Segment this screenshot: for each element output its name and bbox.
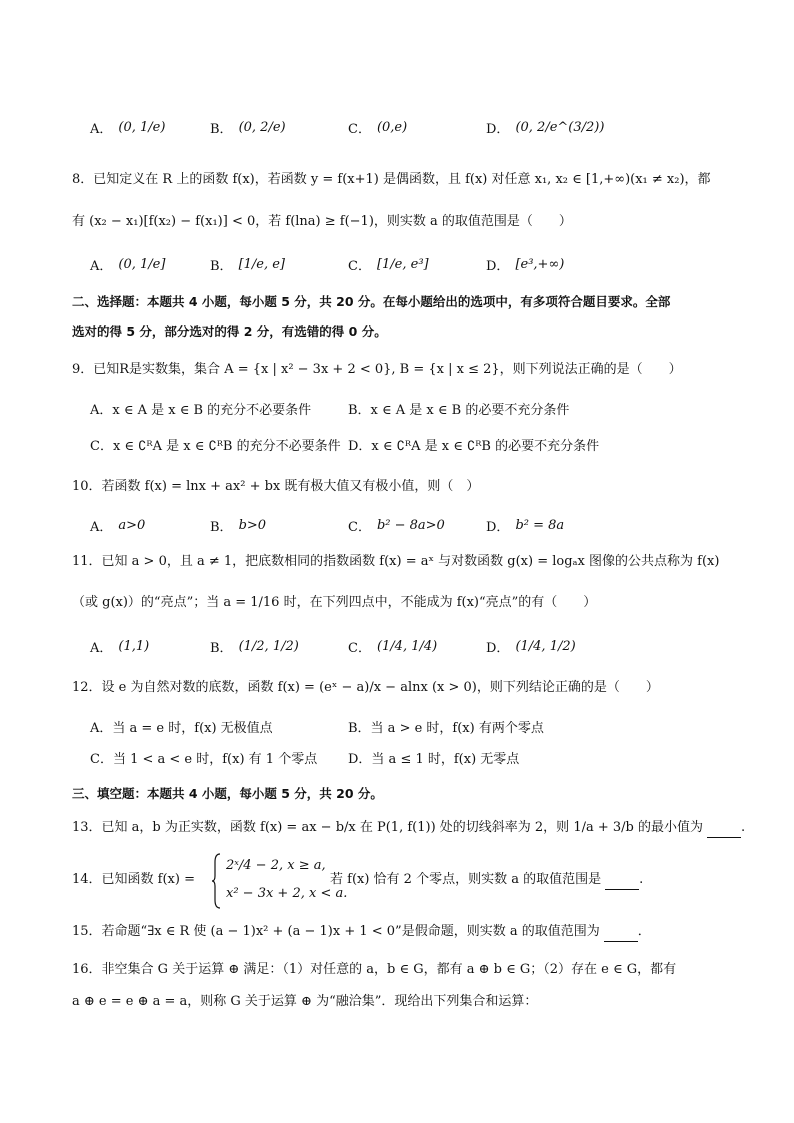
q8-line-1: 8．已知定义在 R 上的函数 f(x)，若函数 y = f(x+1) 是偶函数，且 f(x) 对任意 x₁, x₂ ∈ [1,+∞)(x₁ ≠ x₂)，都 — [72, 172, 711, 187]
q14-case-2: x² − 3x + 2, x < a. — [226, 886, 348, 901]
q13: 13．已知 a，b 为正实数，函数 f(x) = ax − b/x 在 P(1, f(1)) 处的切线斜率为 2，则 1/a + 3/b 的最小值为 . — [72, 818, 732, 840]
q11-option-d[interactable]: D． (1/4, 1/2) — [486, 638, 576, 656]
q14-case-1: 2ˣ/4 − 2, x ≥ a, — [226, 858, 326, 873]
q12-option-d[interactable]: D．当 a ≤ 1 时，f(x) 无零点 — [348, 751, 520, 767]
q14-brace — [212, 852, 222, 910]
q8-options — [90, 240, 730, 288]
q12-options-row2 — [90, 746, 730, 768]
q10-stem: 10．若函数 f(x) = lnx + ax² + bx 既有极大值又有极小值，则（ ） — [72, 479, 480, 494]
q11-option-c[interactable]: C． (1/4, 1/4) — [348, 638, 438, 656]
q10-option-c[interactable]: C． b² − 8a>0 — [348, 517, 445, 535]
q11-options — [90, 622, 730, 670]
q7-options — [90, 103, 730, 151]
q15-text: 15．若命题“∃x ∈ R 使 (a − 1)x² + (a − 1)x + 1 < 0”是假命题，则实数 a 的取值范围为 — [72, 924, 600, 939]
q14-answer-blank[interactable] — [605, 875, 639, 890]
q13-text: 13．已知 a，b 为正实数，函数 f(x) = ax − b/x 在 P(1, f(1)) 处的切线斜率为 2，则 1/a + 3/b 的最小值为 — [72, 820, 703, 835]
section2-heading-1: 二、选择题：本题共 4 小题，每小题 5 分，共 20 分。在每小题给出的选项中，有多项符合题目要求。全部 — [72, 294, 671, 309]
q9-options-row2 — [90, 433, 730, 455]
q11-line-2: （或 g(x)）的“亮点”；当 a = 1/16 时，在下列四点中，不能成为 f(x)“亮点”的有（ ） — [72, 595, 597, 610]
q15: 15．若命题“∃x ∈ R 使 (a − 1)x² + (a − 1)x + 1 < 0”是假命题，则实数 a 的取值范围为 ． — [72, 922, 732, 944]
q12-option-a[interactable]: A．当 a = e 时，f(x) 无极值点 — [90, 720, 273, 736]
q7-option-b[interactable]: B． (0, 2/e) — [210, 119, 286, 137]
q11-option-b[interactable]: B． (1/2, 1/2) — [210, 638, 299, 656]
q10-options — [90, 514, 730, 536]
q8-line-2: 有 (x₂ − x₁)[f(x₂) − f(x₁)] < 0，若 f(lna) ≥ f(−1)，则实数 a 的取值范围是（ ） — [72, 214, 572, 229]
q9-option-b[interactable]: B．x ∈ A 是 x ∈ B 的必要不充分条件 — [348, 402, 570, 418]
q8-option-c[interactable]: C． [1/e, e³] — [348, 256, 429, 274]
q9-option-c[interactable]: C．x ∈ ∁ᴿA 是 x ∈ ∁ᴿB 的充分不必要条件 — [90, 438, 341, 454]
q12-option-c[interactable]: C．当 1 < a < e 时，f(x) 有 1 个零点 — [90, 751, 318, 767]
q10-option-a[interactable]: A． a>0 — [90, 517, 146, 535]
q14-piecewise — [212, 852, 348, 912]
q9-stem: 9．已知R是实数集，集合 A = {x | x² − 3x + 2 < 0}, B = {x | x ≤ 2}，则下列说法正确的是（ ） — [72, 362, 682, 377]
q8-option-d[interactable]: D． [e³,+∞) — [486, 256, 565, 274]
q9-options-row1 — [90, 397, 730, 419]
q14-suffix: 若 f(x) 恰有 2 个零点，则实数 a 的取值范围是 — [330, 872, 602, 887]
q15-answer-blank[interactable] — [604, 927, 638, 942]
q9-option-a[interactable]: A．x ∈ A 是 x ∈ B 的充分不必要条件 — [90, 402, 312, 418]
q8-option-a[interactable]: A． (0, 1/e] — [90, 256, 166, 274]
q10-option-d[interactable]: D． b² = 8a — [486, 517, 565, 535]
q14-tail: 若 f(x) 恰有 2 个零点，则实数 a 的取值范围是 . — [330, 870, 730, 892]
q9-option-d[interactable]: D．x ∈ ∁ᴿA 是 x ∈ ∁ᴿB 的必要不充分条件 — [348, 438, 600, 454]
q12-stem: 12．设 e 为自然对数的底数，函数 f(x) = (eˣ − a)/x − alnx (x > 0)，则下列结论正确的是（ ） — [72, 680, 659, 695]
q14-prefix: 14．已知函数 f(x) = — [72, 872, 195, 887]
q11-line-1: 11．已知 a > 0，且 a ≠ 1，把底数相同的指数函数 f(x) = aˣ 与对数函数 g(x) = logₐx 图像的公共点称为 f(x) — [72, 554, 720, 569]
q16-line-2: a ⊕ e = e ⊕ a = a，则称 G 关于运算 ⊕ 为“融洽集”．现给出下列集合和运算： — [72, 994, 538, 1009]
q8-option-b[interactable]: B． [1/e, e] — [210, 256, 286, 274]
q13-answer-blank[interactable] — [707, 823, 741, 838]
section3-heading: 三、填空题：本题共 4 小题，每小题 5 分，共 20 分。 — [72, 786, 383, 801]
q16-line-1: 16．非空集合 G 关于运算 ⊕ 满足：（1）对任意的 a，b ∈ G，都有 a ⊕ b ∈ G；（2）存在 e ∈ G，都有 — [72, 962, 677, 977]
section2-heading-2: 选对的得 5 分，部分选对的得 2 分，有选错的得 0 分。 — [72, 324, 387, 339]
q7-option-d[interactable]: D． (0, 2/e^(3/2)) — [486, 119, 605, 137]
q12-options-row1 — [90, 715, 730, 737]
q12-option-b[interactable]: B．当 a > e 时，f(x) 有两个零点 — [348, 720, 544, 736]
q7-option-c[interactable]: C． (0,e) — [348, 119, 408, 137]
q10-option-b[interactable]: B． b>0 — [210, 517, 267, 535]
q7-option-a[interactable]: A． (0, 1/e) — [90, 119, 166, 137]
q11-option-a[interactable]: A． (1,1) — [90, 638, 150, 656]
